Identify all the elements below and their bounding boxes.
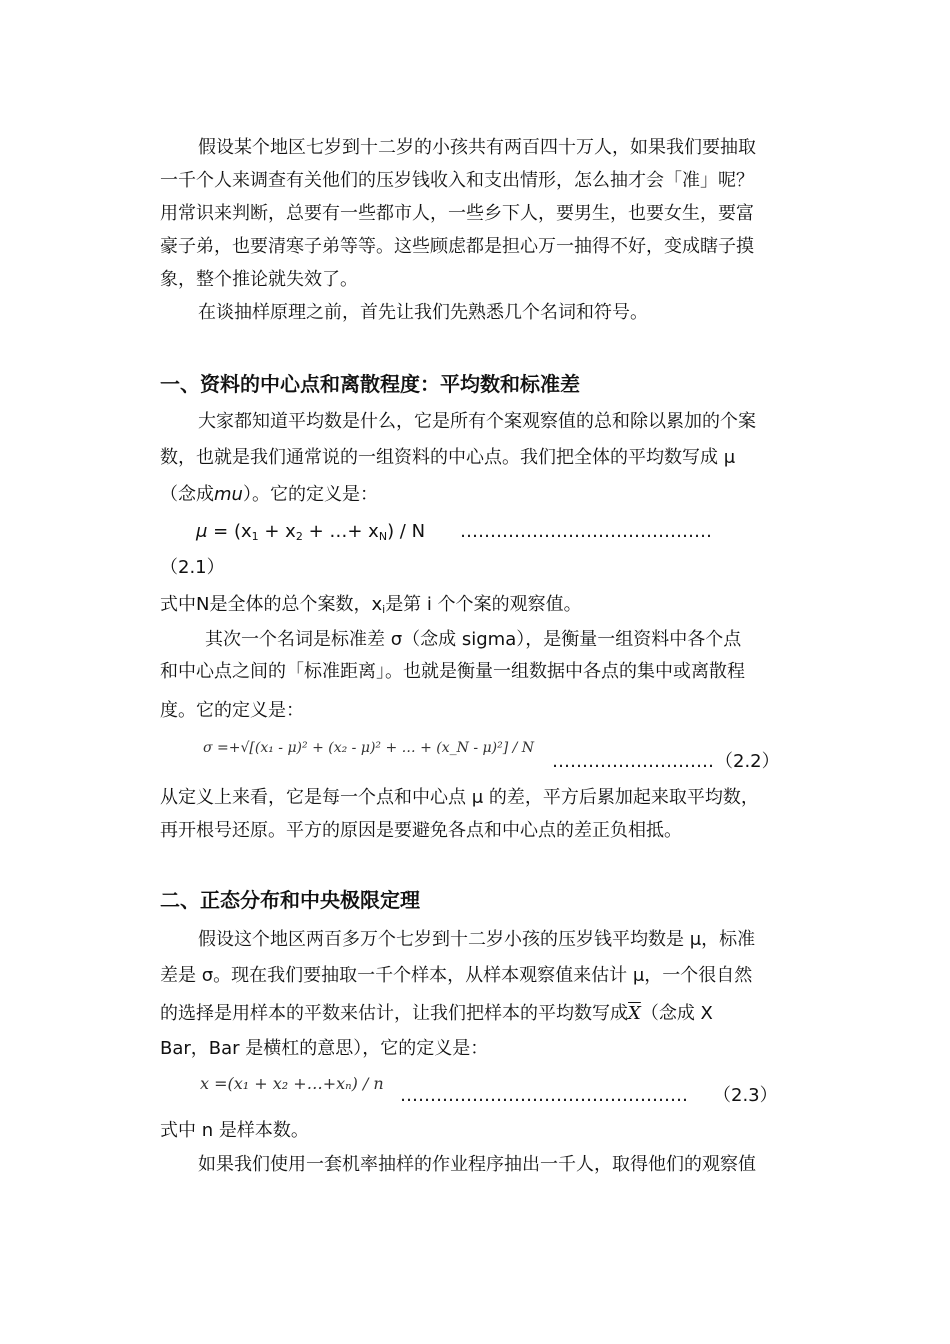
subscript: N — [378, 530, 388, 543]
formula-part: + x — [258, 521, 296, 542]
intro-line-2: 一千个人来调查有关他们的压岁钱收入和支出情形，怎么抽才会「准」呢？ — [160, 170, 754, 191]
formula-image-2-2: σ =+√[(x₁ - μ)² + (x₂ - μ)² + … + (x_N - μ)²] / N — [203, 740, 535, 756]
text: 式中N是全体的总个案数， — [160, 594, 372, 615]
s2-p1-line-1: 假设这个地区两百多万个七岁到十二岁小孩的压岁钱平均数是 μ，标准 — [198, 929, 756, 950]
text: （念成 X — [640, 1003, 713, 1024]
intro-line-3: 用常识来判断，总要有一些都市人，一些乡下人，要男生，也要女生，要富 — [160, 203, 754, 224]
subscript: 1 — [251, 530, 259, 543]
s1-p1-line-3 — [160, 483, 378, 507]
text: ）。它的定义是： — [242, 484, 378, 505]
s2-p1-line-2: 差是 σ。现在我们要抽取一千个样本，从样本观察值来估计 μ，一个很自然 — [160, 965, 753, 986]
s2-p1-line-4: Bar，Bar 是横杠的意思），它的定义是： — [160, 1038, 489, 1059]
mu-word: mu — [214, 484, 243, 505]
formula-mu-symbol: μ — [196, 521, 208, 542]
formula-image-2-3: x =(x₁ + x₂ +…+xₙ) / n — [200, 1074, 384, 1093]
x-bar-symbol: $\overline{X}$ — [628, 1003, 641, 1024]
s1-p4-line-2: 再开根号还原。平方的原因是要避免各点和中心点的差正负相抵。 — [160, 820, 682, 841]
s2-p2: 式中 n 是样本数。 — [160, 1120, 309, 1141]
text: 是第 i 个个案的观察值。 — [385, 594, 582, 615]
text: （念成 — [160, 484, 214, 505]
x-symbol: x — [371, 594, 383, 615]
s1-p3-line-2: 和中心点之间的「标准距离」。也就是衡量一组数据中各点的集中或离散程 — [160, 661, 745, 682]
intro-line-1: 假设某个地区七岁到十二岁的小孩共有两百四十万人，如果我们要抽取 — [198, 137, 756, 158]
s2-p3: 如果我们使用一套机率抽样的作业程序抽出一千人，取得他们的观察值 — [198, 1154, 756, 1175]
intro-line-4: 豪子弟，也要清寒子弟等等。这些顾虑都是担心万一抽得不好，变成瞎子摸 — [160, 236, 754, 257]
section-2-heading: 二、正态分布和中央极限定理 — [160, 888, 420, 912]
formula-part: = (x — [207, 521, 252, 542]
formula-leader-dots: …………………………………… — [460, 521, 712, 542]
formula-number-2-3: （2.3） — [713, 1085, 778, 1106]
section-1-heading: 一、资料的中心点和离散程度：平均数和标准差 — [160, 372, 580, 396]
formula-part: + …+ x — [302, 521, 379, 542]
formula-part: ) / N — [387, 521, 426, 542]
s1-p1-line-1: 大家都知道平均数是什么，它是所有个案观察值的总和除以累加的个案 — [198, 411, 756, 432]
text: 的选择是用样本的平数来估计，让我们把样本的平均数写成 — [160, 1003, 628, 1024]
formula-2-1 — [196, 520, 425, 549]
intro-line-5: 象，整个推论就失效了。 — [160, 269, 358, 290]
intro-paragraph-2: 在谈抽样原理之前，首先让我们先熟悉几个名词和符号。 — [198, 302, 648, 323]
formula-leader-dots: ……………………… — [552, 751, 714, 772]
formula-number-2-1: （2.1） — [160, 557, 225, 578]
s1-p1-line-2: 数，也就是我们通常说的一组资料的中心点。我们把全体的平均数写成 μ — [160, 447, 736, 468]
formula-number-2-2: （2.2） — [715, 751, 780, 772]
s2-p1-line-3 — [160, 1002, 713, 1026]
formula-leader-dots: ………………………………………… — [400, 1085, 688, 1106]
s1-p4-line-1: 从定义上来看，它是每一个点和中心点 μ 的差，平方后累加起来取平均数， — [160, 787, 759, 808]
subscript: 2 — [295, 530, 303, 543]
s1-p3-line-1: 其次一个名词是标准差 σ（念成 sigma），是衡量一组资料中各个点 — [205, 629, 742, 650]
subscript: i — [382, 603, 386, 616]
s1-p2 — [160, 593, 582, 622]
s1-p3-line-3: 度。它的定义是： — [160, 700, 304, 721]
